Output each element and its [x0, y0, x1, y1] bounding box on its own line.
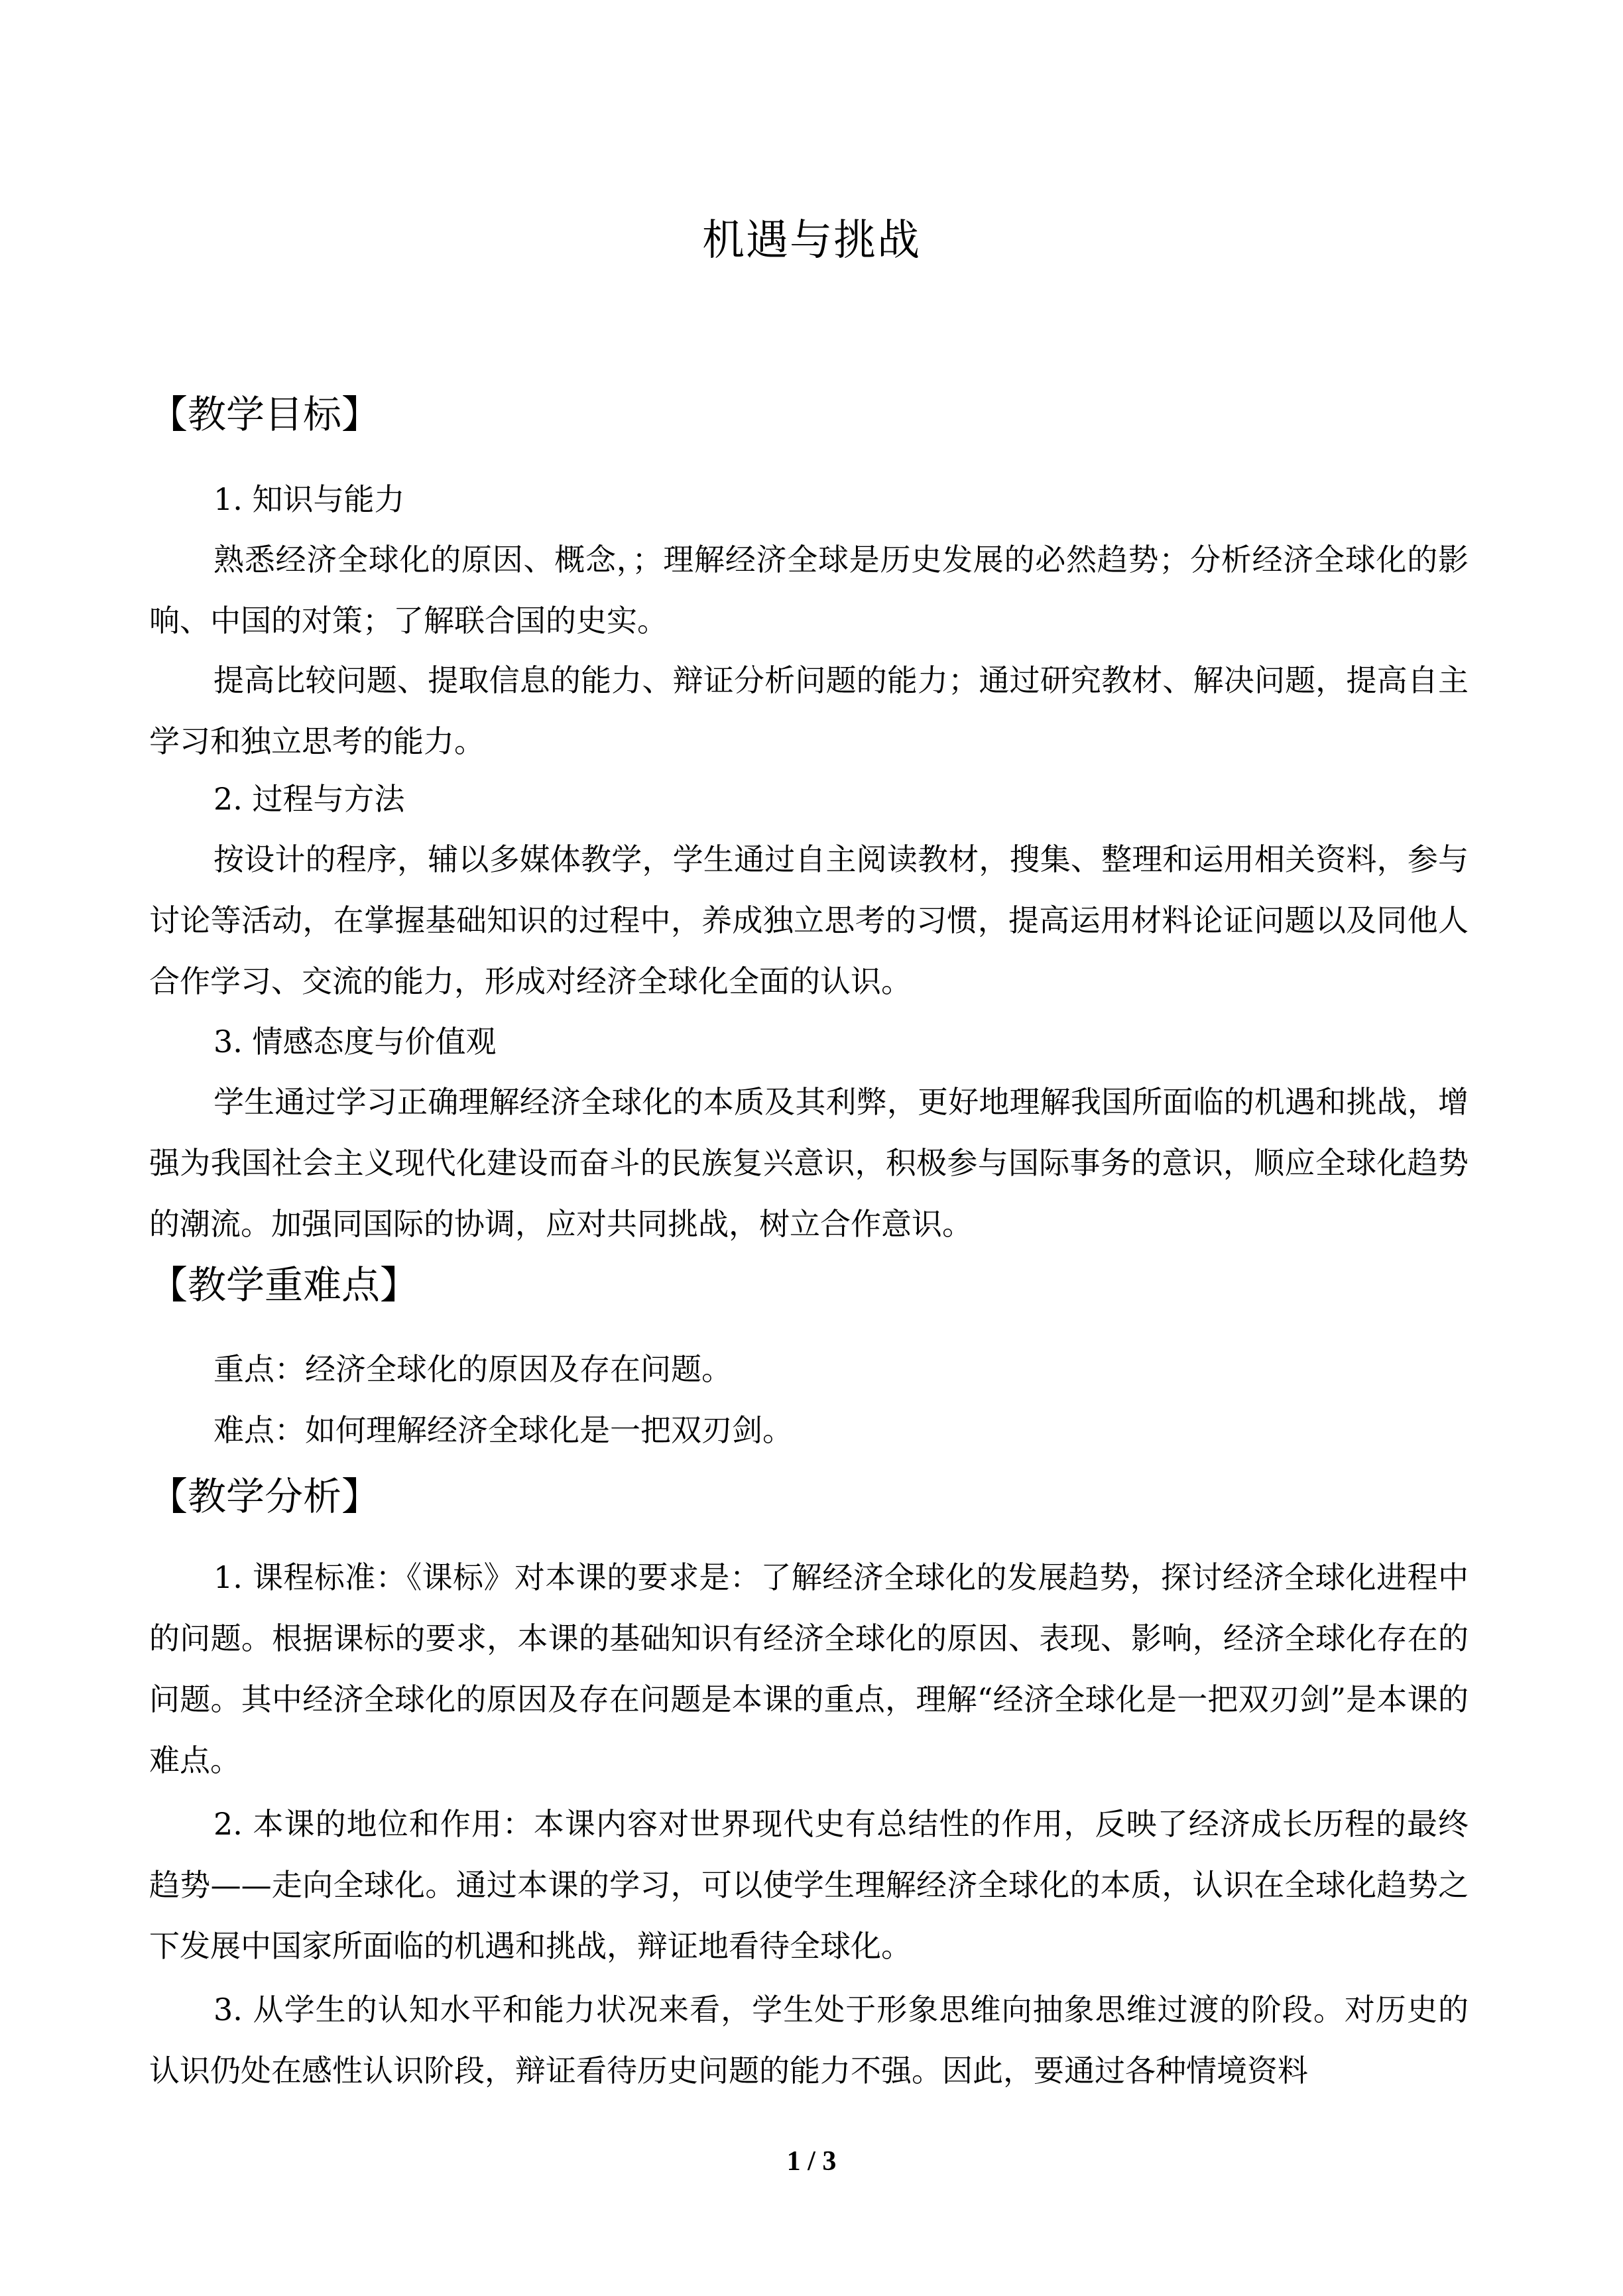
section-heading-keypoints: 【教学重难点】: [149, 1262, 419, 1307]
difficult-point-line: 难点：如何理解经济全球化是一把双刃剑。: [213, 1412, 793, 1448]
subheading-emotion-values: 3. 情感态度与价值观: [213, 1024, 497, 1059]
paragraph-analysis-2: 2. 本课的地位和作用：本课内容对世界现代史有总结性的作用，反映了经济成长历程的最终趋势——走向全球化。通过本课的学习，可以使学生理解经济全球化的本质，认识在全球化趋势之下发展中国家所面临的机遇和挑战，辩证地看待全球化。: [149, 1806, 1469, 1964]
key-point-line: 重点：经济全球化的原因及存在问题。: [213, 1351, 732, 1387]
paragraph-goals-4: 学生通过学习正确理解经济全球化的本质及其利弊，更好地理解我国所面临的机遇和挑战，增强为我国社会主义现代化建设而奋斗的民族复兴意识，积极参与国际事务的意识，顺应全球化趋势的潮流。加强同国际的协调，应对共同挑战，树立合作意识。: [149, 1084, 1469, 1242]
paragraph-analysis-1: 1. 课程标准：《课标》对本课的要求是：了解经济全球化的发展趋势，探讨经济全球化进程中的问题。根据课标的要求，本课的基础知识有经济全球化的原因、表现、影响，经济全球化存在的问题。其中经济全球化的原因及存在问题是本课的重点，理解“经济全球化是一把双刃剑”是本课的难点。: [149, 1559, 1469, 1778]
section-heading-goals: 【教学目标】: [149, 392, 381, 437]
paragraph-goals-3: 按设计的程序，辅以多媒体教学，学生通过自主阅读教材，搜集、整理和运用相关资料，参与讨论等活动，在掌握基础知识的过程中，养成独立思考的习惯，提高运用材料论证问题以及同他人合作学习、交流的能力，形成对经济全球化全面的认识。: [149, 841, 1469, 999]
paragraph-analysis-3: 3. 从学生的认知水平和能力状况来看，学生处于形象思维向抽象思维过渡的阶段。对历史的认识仍处在感性认识阶段，辩证看待历史问题的能力不强。因此，要通过各种情境资料: [149, 1992, 1469, 2088]
document-title: 机遇与挑战: [702, 216, 921, 265]
paragraph-goals-1: 熟悉经济全球化的原因、概念，；理解经济全球是历史发展的必然趋势；分析经济全球化的影响、中国的对策；了解联合国的史实。: [149, 542, 1469, 638]
paragraph-goals-2: 提高比较问题、提取信息的能力、辩证分析问题的能力；通过研究教材、解决问题，提高自主学习和独立思考的能力。: [149, 662, 1469, 759]
subheading-knowledge-ability: 1. 知识与能力: [213, 481, 405, 517]
subheading-process-method: 2. 过程与方法: [213, 781, 405, 817]
page-number: 1 / 3: [786, 2146, 837, 2177]
section-heading-analysis: 【教学分析】: [149, 1474, 381, 1519]
